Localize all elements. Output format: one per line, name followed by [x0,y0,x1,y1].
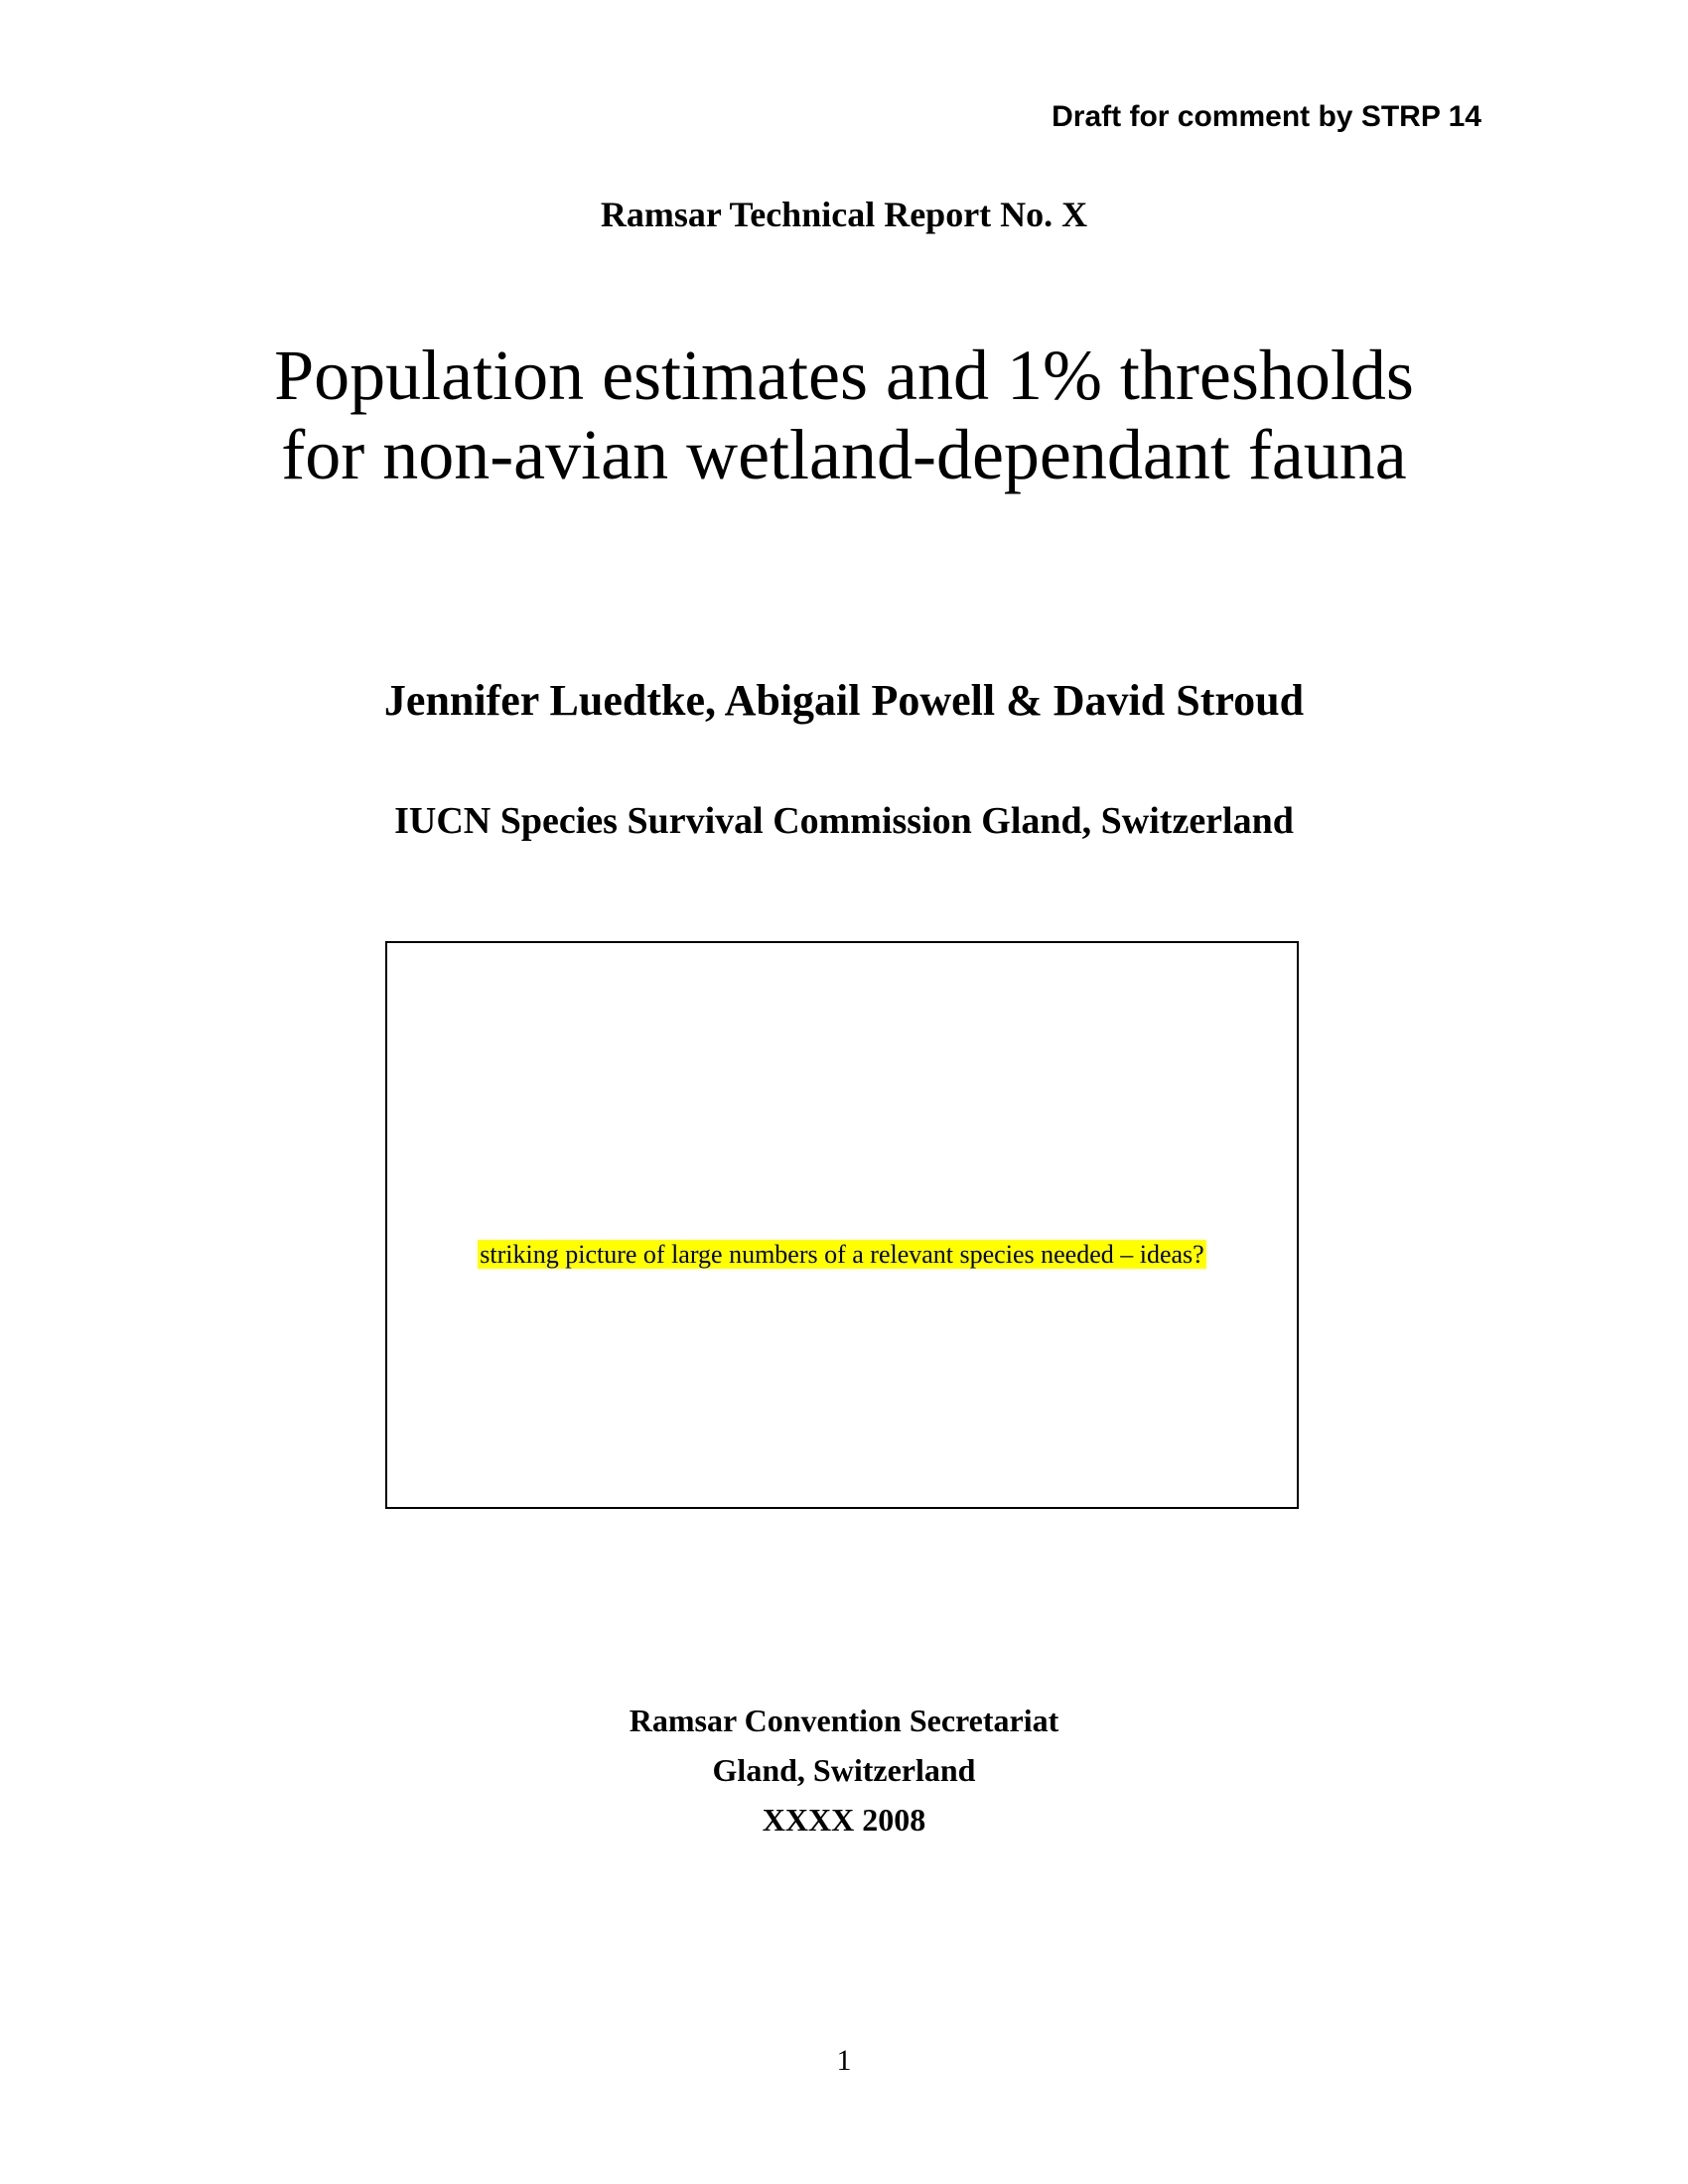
affiliation: IUCN Species Survival Commission Gland, Switzerland [394,800,1294,842]
publisher-block [0,1696,1688,1844]
report-title-line-2: for non-avian wetland-dependant fauna [281,415,1407,494]
publisher-name: Ramsar Convention Secretariat [629,1703,1059,1738]
picture-placeholder-note: striking picture of large numbers of a relevant species needed – ideas? [480,1240,1204,1269]
report-title-line-1: Population estimates and 1% thresholds [274,336,1414,415]
authors: Jennifer Luedtke, Abigail Powell & David Stroud [383,676,1305,725]
report-number: Ramsar Technical Report No. X [600,195,1088,234]
publisher-location: Gland, Switzerland [712,1752,976,1788]
picture-placeholder-note-wrapper [387,1239,1297,1271]
publication-date: XXXX 2008 [762,1802,926,1838]
page-number: 1 [836,2044,852,2077]
picture-placeholder-box [385,941,1299,1509]
report-title [0,336,1688,494]
draft-note: Draft for comment by STRP 14 [1052,100,1481,133]
